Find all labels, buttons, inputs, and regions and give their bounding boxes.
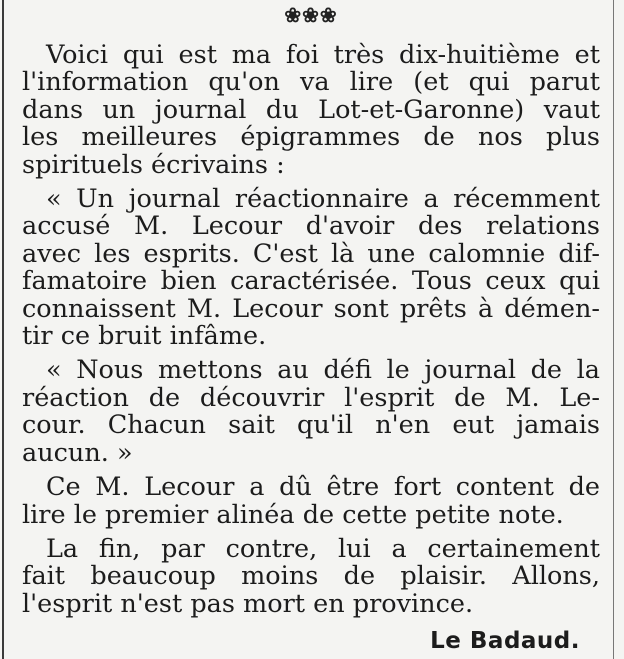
paragraph-3 [22,357,600,467]
text-line: accusé M. Lecour d'avoir des relations [22,211,600,242]
text-line: « Un journal réactionnaire a récemment [46,184,600,215]
text-line: famatoire bien caractérisée. Tous ceux qui [22,266,600,297]
article-column [22,0,600,654]
text-line: tir ce bruit infâme. [22,321,267,352]
text-line: l'information qu'on va lire (et qui parut [22,67,600,98]
text-line: réaction de découvrir l'esprit de M. Le- [22,382,600,413]
column-rule-right [613,0,614,659]
text-line: aucun. » [22,437,133,468]
text-line: lire le premier alinéa de cette petite note. [22,499,564,530]
paragraph-5 [22,533,600,619]
text-line: fait beaucoup moins de plaisir. Allons, [22,561,600,592]
text-line: Voici qui est ma foi très dix-huitième et [46,40,600,70]
signature: Le Badaud. [430,628,580,655]
text-line: « Nous mettons au défi le journal de la [46,355,600,386]
text-line: dans un journal du Lot-et-Garonne) vaut [22,94,600,125]
ornament-icon: ❀❀❀ [284,3,338,27]
text-line: Ce M. Lecour a dû être fort content de [46,472,600,503]
paragraph-4 [22,474,600,529]
text-line: spirituels écrivains : [22,149,285,180]
paragraph-1 [22,42,600,179]
text-line: avec les esprits. C'est là une calomnie dif- [22,238,600,269]
text-line: cour. Chacun sait qu'il n'en eut jamais [22,410,600,441]
text-line: connaissent M. Lecour sont prêts à démen- [22,293,600,324]
paragraph-2 [22,186,600,350]
text-line: l'esprit n'est pas mort en province. [22,588,474,619]
text-line: les meilleures épigrammes de nos plus [22,122,600,153]
text-line: La fin, par contre, lui a certainement [46,533,600,564]
column-rule-left [2,0,4,659]
